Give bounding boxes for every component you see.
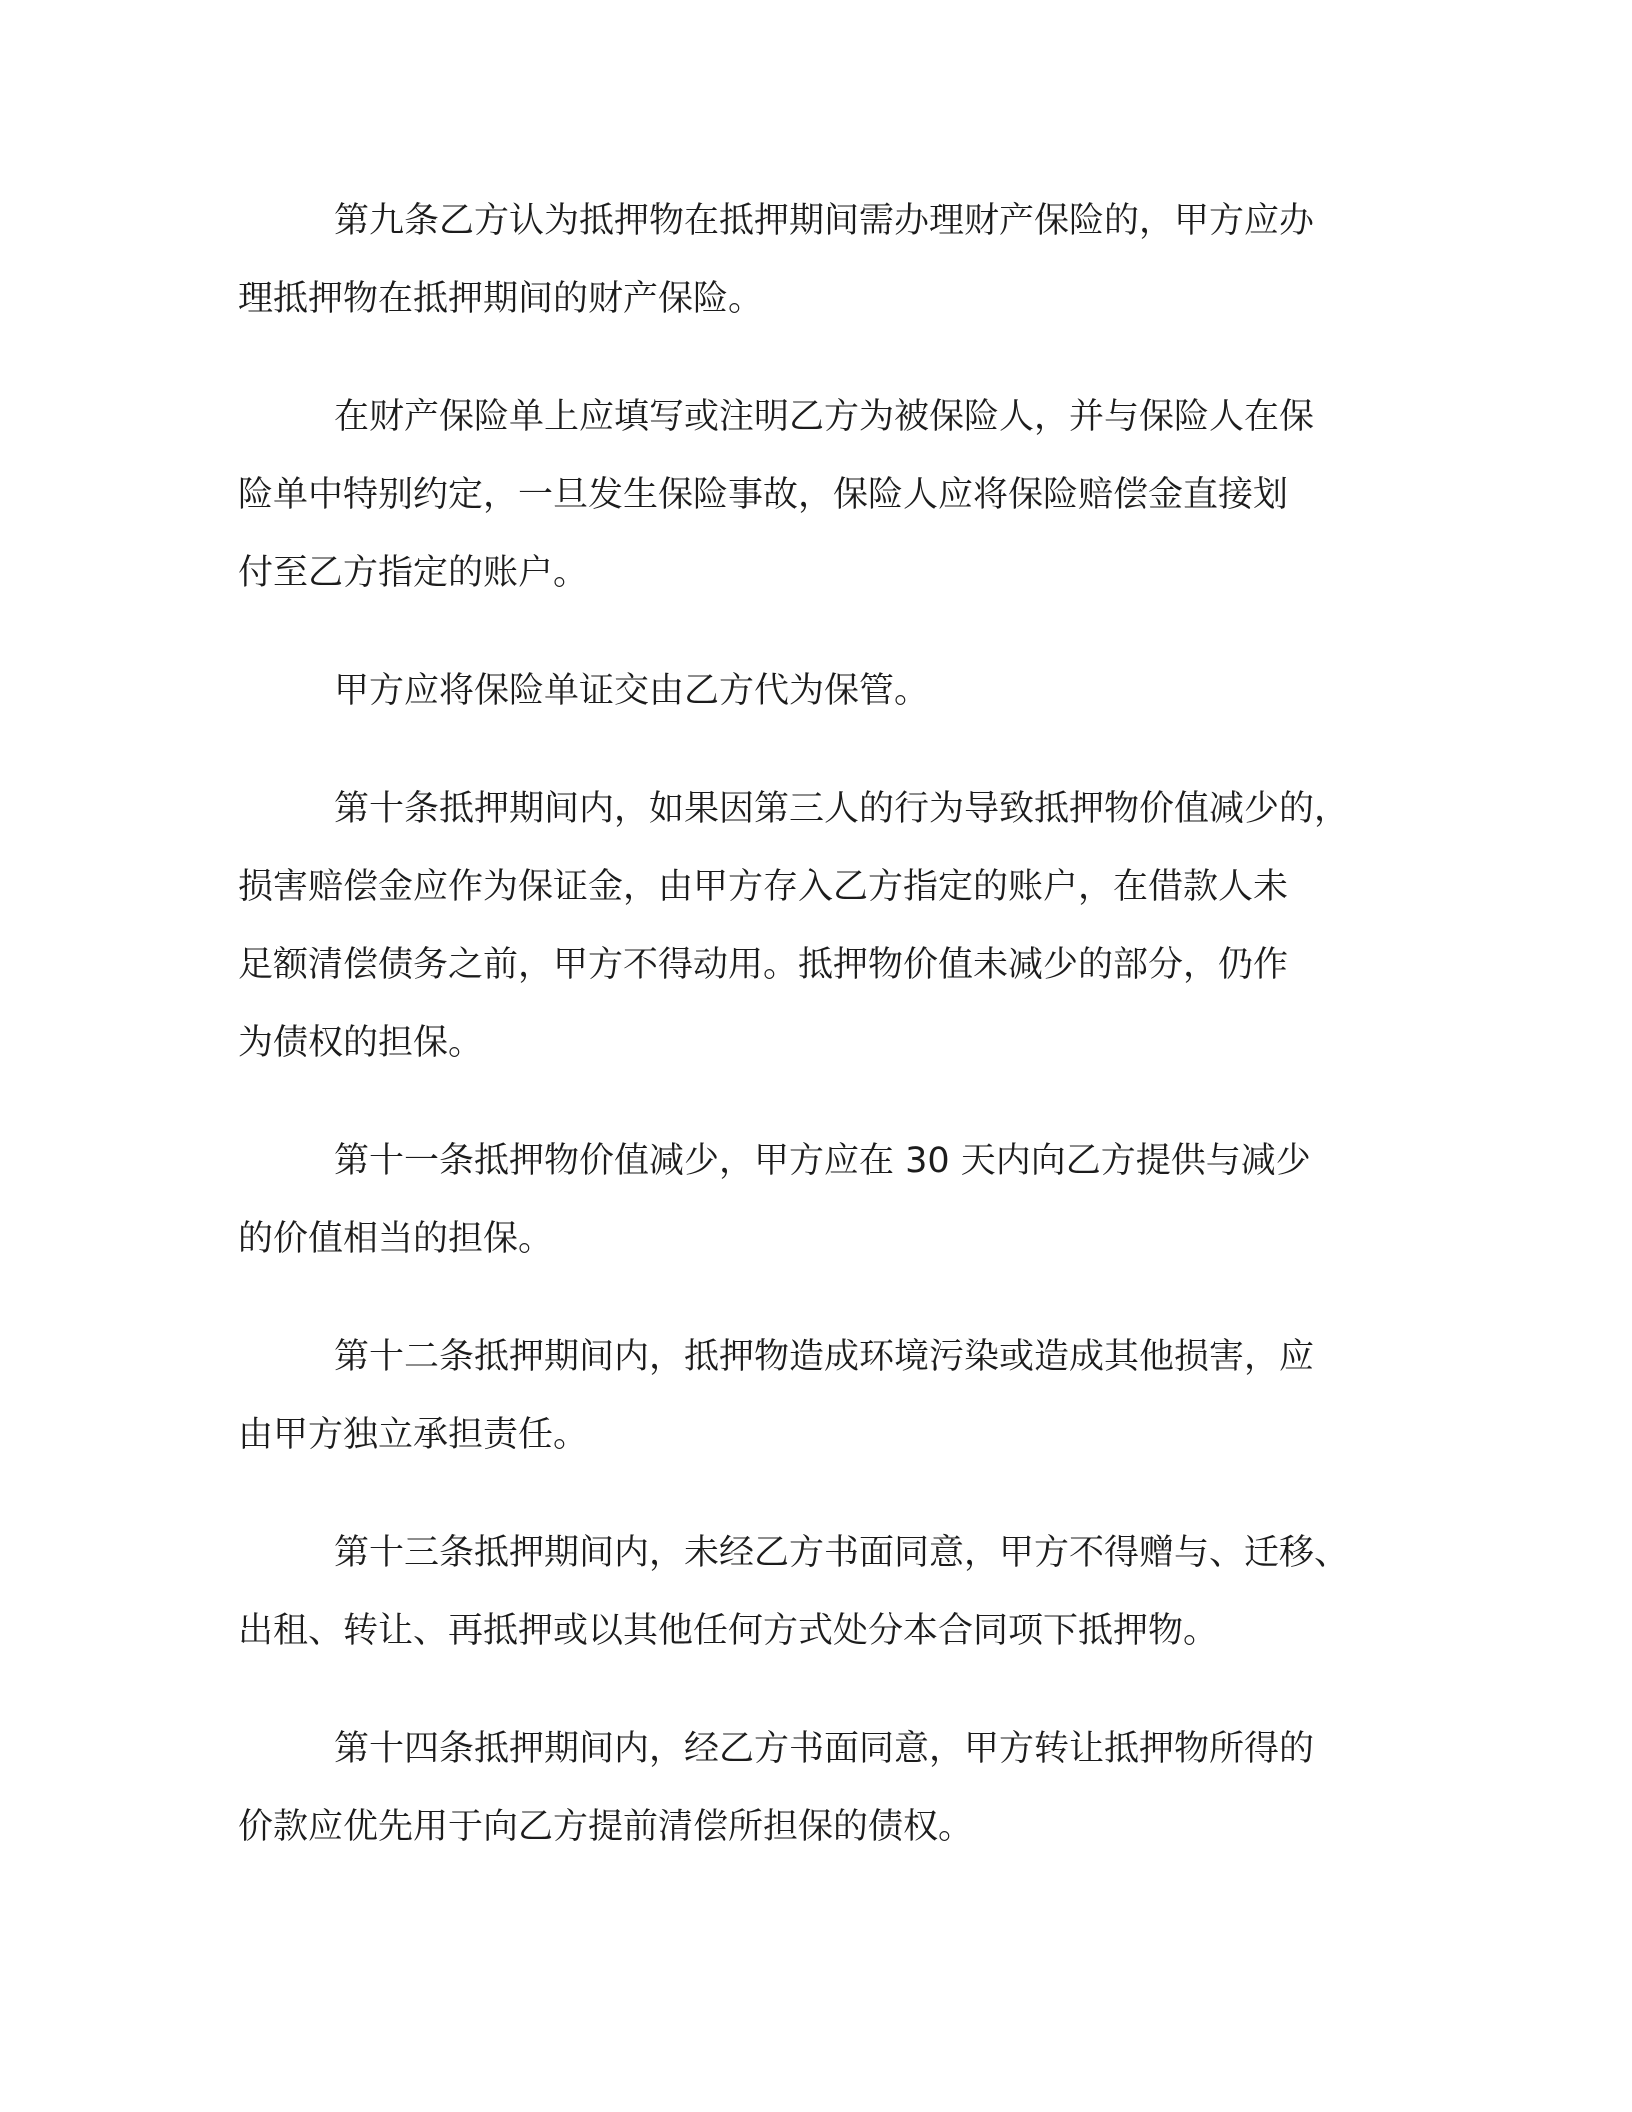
paragraph-line: 险单中特别约定，一旦发生保险事故，保险人应将保险赔偿金直接划 [238, 475, 1289, 515]
insurance-custody-paragraph [238, 652, 1388, 730]
clause-13-paragraph [238, 1514, 1388, 1670]
clause-10-paragraph [238, 770, 1388, 1082]
clause-11-paragraph [238, 1122, 1388, 1278]
paragraph-line: 第十条抵押期间内，如果因第三人的行为导致抵押物价值减少的， [334, 789, 1350, 829]
paragraph-line: 第九条乙方认为抵押物在抵押期间需办理财产保险的，甲方应办 [334, 201, 1315, 241]
paragraph-line: 理抵押物在抵押期间的财产保险。 [238, 279, 764, 319]
paragraph-line: 第十二条抵押期间内，抵押物造成环境污染或造成其他损害，应 [334, 1337, 1315, 1377]
document-body [238, 182, 1388, 1906]
paragraph-line: 在财产保险单上应填写或注明乙方为被保险人，并与保险人在保 [334, 397, 1315, 437]
paragraph-line: 付至乙方指定的账户。 [238, 553, 589, 593]
paragraph-line: 足额清偿债务之前，甲方不得动用。抵押物价值未减少的部分，仍作 [238, 945, 1289, 985]
paragraph-line: 的价值相当的担保。 [238, 1219, 554, 1259]
paragraph-line: 第十四条抵押期间内，经乙方书面同意，甲方转让抵押物所得的 [334, 1729, 1315, 1769]
clause-14-paragraph [238, 1710, 1388, 1866]
paragraph-line: 为债权的担保。 [238, 1023, 484, 1063]
paragraph-line: 价款应优先用于向乙方提前清偿所担保的债权。 [238, 1807, 974, 1847]
paragraph-line: 损害赔偿金应作为保证金，由甲方存入乙方指定的账户，在借款人未 [238, 867, 1289, 907]
clause-9-paragraph [238, 182, 1388, 338]
paragraph-line: 由甲方独立承担责任。 [238, 1415, 589, 1455]
paragraph-line: 甲方应将保险单证交由乙方代为保管。 [334, 671, 930, 711]
paragraph-line: 第十三条抵押期间内，未经乙方书面同意，甲方不得赠与、迁移、 [334, 1533, 1350, 1573]
paragraph-line: 第十一条抵押物价值减少，甲方应在 30 天内向乙方提供与减少 [334, 1141, 1311, 1181]
paragraph-line: 出租、转让、再抵押或以其他任何方式处分本合同项下抵押物。 [238, 1611, 1219, 1651]
clause-12-paragraph [238, 1318, 1388, 1474]
insurance-beneficiary-paragraph [238, 378, 1388, 612]
